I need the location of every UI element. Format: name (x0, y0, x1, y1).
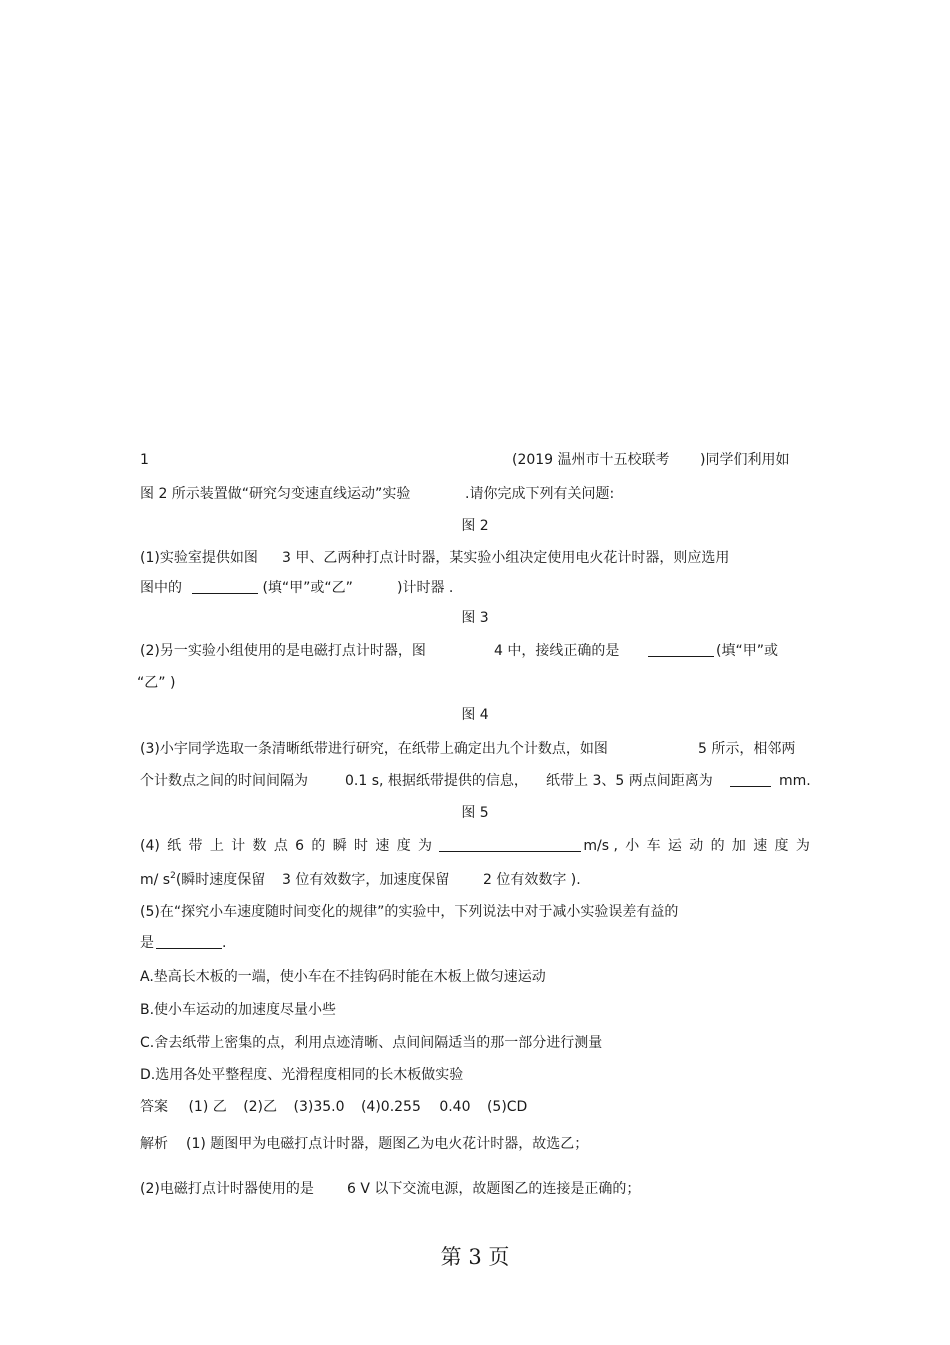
part4-word: 小 (625, 838, 640, 854)
part2-line1c (648, 642, 778, 660)
figure-caption-5: 图 5 (461, 805, 489, 821)
part4-word: 6 (295, 838, 305, 854)
answer-item: (2)乙 (243, 1099, 278, 1115)
answer-blank-4a[interactable] (439, 837, 581, 852)
question-intro-line2a: 图 2 所示装置做“研究匀变速直线运动”实验 (140, 486, 411, 502)
part3-unit: mm. (779, 773, 811, 789)
answer-line (140, 1098, 527, 1116)
part4-word: 速 (753, 838, 768, 854)
part4-word: 数 (252, 838, 267, 854)
figure-caption-3: 图 3 (461, 610, 489, 626)
question-number: 1 (140, 452, 149, 468)
part4-word: 度 (396, 838, 411, 854)
part4-line2a (140, 871, 265, 889)
part1-prefix: 图中的 (140, 580, 182, 596)
part5-prefix: 是 (140, 935, 154, 951)
part4-word: (4) (140, 838, 160, 854)
part4-word: 为 (418, 838, 433, 854)
analysis-label: 解析 (140, 1136, 168, 1152)
analysis-line2a: (2)电磁打点计时器使用的是 (140, 1181, 314, 1197)
part4-word: 度 (774, 838, 789, 854)
part4-line1 (140, 837, 810, 855)
option-d: D.选用各处平整程度、光滑程度相同的长木板做实验 (140, 1067, 464, 1083)
question-intro-tail: )同学们利用如 (700, 452, 790, 468)
answer-item: (5)CD (486, 1099, 528, 1115)
part1-line1b: 3 甲、乙两种打点计时器，某实验小组决定使用电火花计时器，则应选用 (282, 550, 730, 566)
part3-line2a: 个计数点之间的时间间隔为 (140, 773, 308, 789)
part4-accel-unit: m/ s (140, 872, 171, 888)
part3-line2b: 0.1 s, 根据纸带提供的信息， (345, 773, 528, 789)
part4-precision-note: (瞬时速度保留 (175, 872, 266, 888)
option-c: C.舍去纸带上密集的点，利用点迹清晰、点间间隔适当的那一部分进行测量 (140, 1035, 603, 1051)
part5-line1: (5)在“探究小车速度随时间变化的规律”的实验中，下列说法中对于减小实验误差有益的 (140, 904, 679, 920)
part1-suffix: )计时器 . (397, 580, 454, 596)
figure-caption-4: 图 4 (461, 707, 489, 723)
part1-hint: (填“甲”或“乙” (262, 580, 353, 596)
answer-label: 答案 (140, 1099, 168, 1115)
part3-line2c: 纸带上 3、5 两点间距离为 (546, 773, 713, 789)
question-source: (2019 温州市十五校联考 (512, 452, 670, 468)
part3-line1a: (3)小宇同学选取一条清晰纸带进行研究，在纸带上确定出九个计数点，如图 (140, 741, 608, 757)
part2-line1a: (2)另一实验小组使用的是电磁打点计时器，图 (140, 643, 426, 659)
part2-line1b: 4 中，接线正确的是 (494, 643, 620, 659)
option-a: A.垫高长木板的一端，使小车在不挂钩码时能在木板上做匀速运动 (140, 969, 546, 985)
part4-word: 瞬 (332, 838, 347, 854)
part5-line2 (140, 934, 226, 952)
analysis-text-1: (1) 题图甲为电磁打点计时器，题图乙为电火花计时器，故选乙； (186, 1136, 589, 1152)
answer-blank-5[interactable] (156, 934, 222, 949)
part1-line1a: (1)实验室提供如图 (140, 550, 258, 566)
part4-word: 车 (646, 838, 661, 854)
part3-line1b: 5 所示，相邻两 (698, 741, 796, 757)
part4-word: 时 (354, 838, 369, 854)
part4-superscript: 2 (170, 871, 176, 881)
part4-word: 点 (273, 838, 288, 854)
part4-word: 速 (375, 838, 390, 854)
analysis-line1 (140, 1135, 588, 1153)
part4-word: 运 (667, 838, 682, 854)
answer-blank-3[interactable] (730, 772, 771, 787)
part3-line2d (730, 772, 811, 790)
part4-word: 计 (231, 838, 246, 854)
part4-line2b: 3 位有效数字，加速度保留 (282, 872, 450, 888)
part4-word: 加 (731, 838, 746, 854)
answer-item: (1) 乙 (188, 1099, 227, 1115)
part1-line2 (140, 579, 353, 597)
part2-line2: “乙” ) (137, 675, 176, 691)
answer-item: 0.40 (439, 1099, 471, 1115)
answer-blank-2[interactable] (648, 642, 714, 657)
answer-item: (3)35.0 (293, 1099, 345, 1115)
answer-blank-1[interactable] (192, 579, 258, 594)
question-intro-line2b: .请你完成下列有关问题: (465, 486, 615, 502)
analysis-line2b: 6 V 以下交流电源，故题图乙的连接是正确的； (347, 1181, 641, 1197)
part4-word: 纸 (167, 838, 182, 854)
answer-item: (4)0.255 (360, 1099, 421, 1115)
part5-period: . (222, 935, 227, 951)
figure-caption-2: 图 2 (461, 518, 489, 534)
part4-unit: m/s , (583, 838, 618, 854)
part4-line2c: 2 位有效数字 ). (483, 872, 581, 888)
part4-word: 动 (689, 838, 704, 854)
part4-word: 的 (311, 838, 326, 854)
part4-word: 上 (209, 838, 224, 854)
part4-word: 带 (188, 838, 203, 854)
part2-hint: (填“甲”或 (716, 643, 778, 659)
option-b: B.使小车运动的加速度尽量小些 (140, 1002, 337, 1018)
part4-word: 为 (795, 838, 810, 854)
page-number: 第 3 页 (440, 1245, 510, 1269)
part4-word: 的 (710, 838, 725, 854)
